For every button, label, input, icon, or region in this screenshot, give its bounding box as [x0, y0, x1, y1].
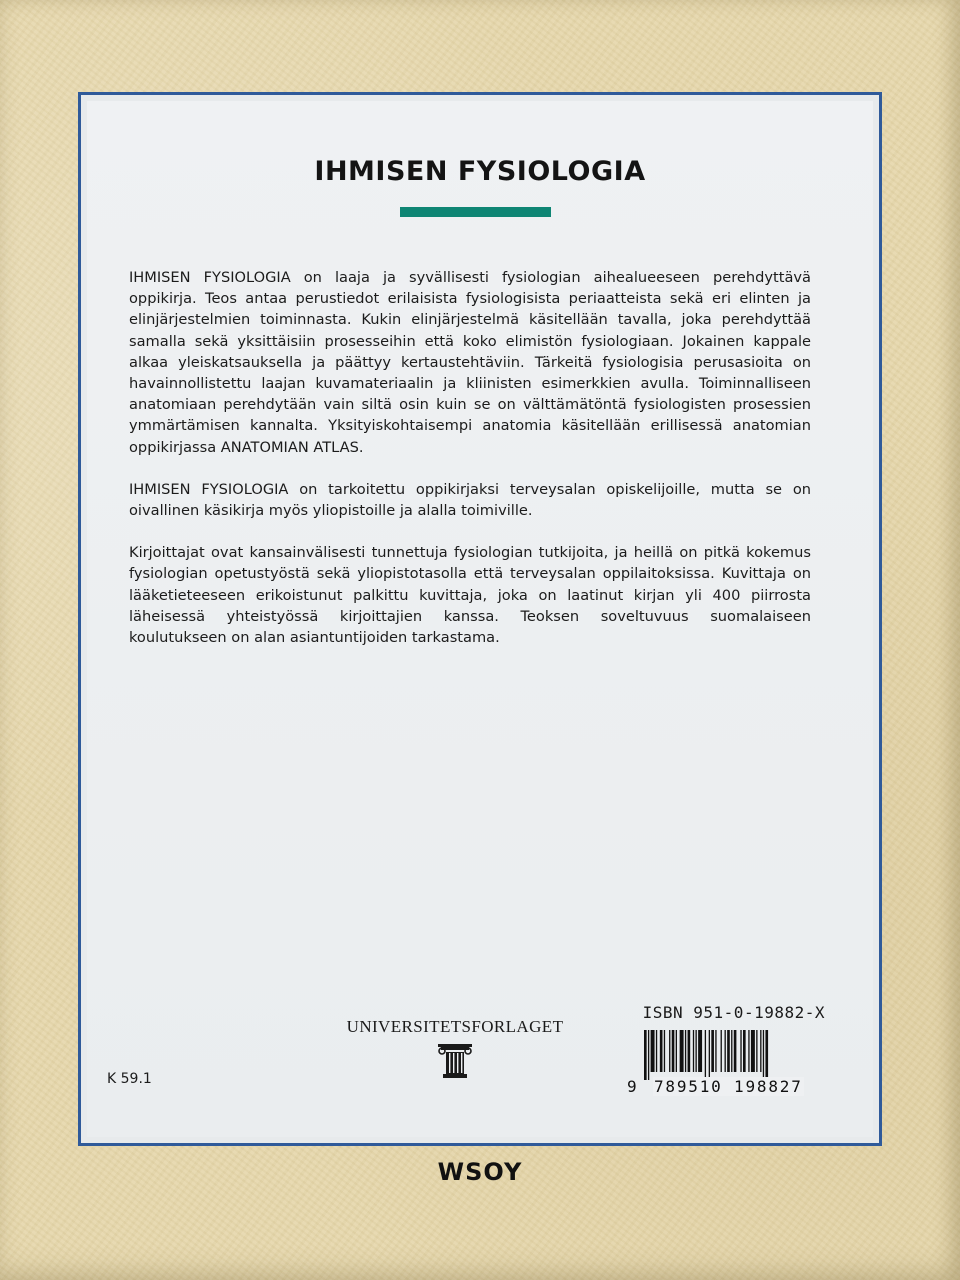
barcode-bar — [760, 1030, 761, 1072]
barcode-bar — [763, 1030, 764, 1080]
catalog-code: K 59.1 — [107, 1071, 152, 1087]
book-title: IHMISEN FYSIOLOGIA — [314, 156, 646, 187]
barcode-bar — [731, 1030, 732, 1072]
barcode-bar — [743, 1030, 746, 1072]
barcode-bar — [669, 1030, 670, 1072]
barcode-bar — [651, 1030, 655, 1072]
barcode-bar — [751, 1030, 755, 1072]
barcode-bar — [685, 1030, 686, 1072]
isbn-block — [627, 1003, 825, 1096]
barcode — [627, 1030, 825, 1096]
blurb-paragraph-2: IHMISEN FYSIOLOGIA on tarkoitettu oppikirjaksi terveysalan opiskelijoille, mutta se on oivallinen käsikirja myös yliopistoille ja alalla toimiville. — [129, 480, 811, 520]
publisher-block — [339, 1017, 571, 1080]
barcode-bar — [693, 1030, 694, 1072]
panel-inner — [87, 101, 873, 1137]
barcode-digits: 789510 198827 — [654, 1077, 803, 1096]
barcode-bar — [740, 1030, 741, 1072]
barcode-bar — [705, 1030, 706, 1080]
barcode-bar — [660, 1030, 663, 1072]
back-cover-panel — [78, 92, 882, 1146]
barcode-bar — [644, 1030, 647, 1080]
title-accent-bar — [400, 207, 551, 217]
blurb-paragraph-1: IHMISEN FYSIOLOGIA on laaja ja syvällisesti fysiologian aihealueeseen perehdyttävä oppikirja. Teos antaa perustiedot erilaisista fysiologisista periaatteista sekä eri elinten ja elinjärjestelmien toiminnasta. Kukin elinjärjestelmä käsitellään tavalla, joka perehdyttää samalla sekä yksittäisiin prosesseihin että koko elimistön fysiologiaan. Jokainen kappale alkaa yleiskatsauksella ja päättyy kertaustehtäviin. Tärkeitä fysiologisia perusasioita on havainnollistettu laajan kuvamateriaalin ja kliinisten esimerkkien avulla. Toiminnalliseen anatomiaan perehdytään vain siltä osin kuin se on välttämätöntä fysiologisten prosessien ymmärtämisen kannalta. Yksityiskohtaisempi anatomia käsitellään erillisessä anatomian oppikirjassa ANATOMIAN ATLAS. — [129, 269, 811, 456]
ionic-column-icon — [435, 1040, 475, 1080]
barcode-bar — [711, 1030, 714, 1072]
barcode-bar — [672, 1030, 675, 1072]
barcode-bar — [688, 1030, 691, 1072]
isbn-number: ISBN 951-0-19882-X — [642, 1003, 825, 1022]
barcode-bar — [676, 1030, 677, 1072]
barcode-bar — [725, 1030, 726, 1072]
barcode-bar — [765, 1030, 768, 1080]
barcode-bar — [715, 1030, 716, 1072]
barcode-bar — [648, 1030, 649, 1080]
barcode-bar — [734, 1030, 737, 1072]
barcode-bar — [698, 1030, 702, 1072]
ean13-barcode — [644, 1030, 824, 1080]
blurb-paragraph-3: Kirjoittajat ovat kansainvälisesti tunnettuja fysiologian tutkijoita, ja heillä on pitkä kokemus fysiologian opetustyöstä sekä yliopistotasolla että terveysalan oppilaitoksissa. Kuvittaja on lääketieteeseen erikoistunut palkittu kuvittaja, joka on laatinut kirjan yli 400 piirrosta läheisessä yhteistyössä kirjoittajien kanssa. Teoksen soveltuvuus suomalaiseen koulutukseen on alan asiantuntijoiden tarkastama. — [129, 544, 811, 647]
barcode-bar — [709, 1030, 710, 1080]
barcode-bar — [656, 1030, 657, 1072]
barcode-bar — [756, 1030, 757, 1072]
barcode-bar — [695, 1030, 696, 1072]
imprint-logo: WSOY — [437, 1158, 523, 1186]
publisher-name: UNIVERSITETSFORLAGET — [346, 1017, 564, 1036]
barcode-bar — [721, 1030, 722, 1072]
barcode-lead-digit: 9 — [627, 1077, 637, 1096]
barcode-bar — [748, 1030, 749, 1072]
blurb — [129, 267, 811, 669]
barcode-bar — [680, 1030, 684, 1072]
barcode-bar — [727, 1030, 730, 1072]
barcode-bar — [664, 1030, 665, 1072]
